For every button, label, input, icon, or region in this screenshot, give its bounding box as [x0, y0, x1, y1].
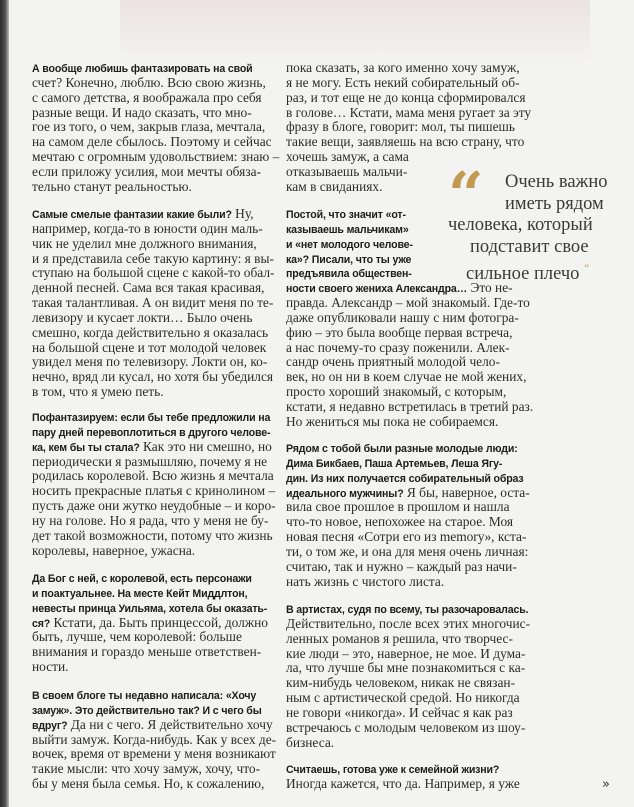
- text-line: [286, 150, 531, 165]
- text-line: [286, 400, 533, 415]
- text-line: [286, 120, 531, 135]
- text-line: [286, 632, 530, 647]
- question-text: Считаешь, готова уже к семейной жизни?: [286, 764, 500, 776]
- answer-text: пока сказать, за кого именно хочу замуж,: [286, 60, 520, 75]
- answer-text: дет такой возможности, потому что жизнь: [32, 527, 273, 543]
- article-paragraph: [32, 207, 275, 400]
- text-line: [32, 440, 276, 455]
- answer-text: на большой сцене и тот молодой человек: [32, 339, 267, 355]
- answer-text: Действительно, после всех этих многочис-: [286, 615, 531, 631]
- pull-quote-line: Очень важно: [505, 172, 608, 192]
- page-binding-edge: [0, 0, 9, 807]
- answer-text: носить прекрасные платья с кринолином –: [32, 483, 276, 499]
- text-line: [32, 76, 279, 91]
- answer-text: Ну,: [231, 206, 254, 221]
- answer-text: выйти замуж. Когда-нибудь. Как у всех де-: [32, 731, 277, 747]
- question-text: идеального мужчины?: [286, 487, 404, 500]
- answer-text: Иногда кажется, что да. Например, я уже: [286, 775, 520, 791]
- text-line: [286, 76, 531, 91]
- answer-text: хочешь замуж, а сама: [286, 149, 409, 165]
- answer-text: даже опубликовали нашу с ним фотогра-: [286, 309, 519, 325]
- answer-text: королевы, наверное, ужасна.: [32, 542, 196, 558]
- text-line: [32, 370, 275, 385]
- answer-text: ла, что лучше бы мне познакомиться с ка-: [286, 660, 526, 676]
- answer-text: гое из того, о чем, закрыв глаза, мечтала,: [32, 119, 266, 135]
- text-line: [32, 630, 268, 645]
- answer-text: вила свое прошлое в прошлом и нашла: [286, 499, 510, 515]
- text-line: [286, 647, 530, 662]
- text-line: [286, 602, 530, 617]
- text-line: [32, 120, 279, 135]
- question-text: пару дней перевоплотиться в другого челове-: [32, 426, 271, 439]
- text-line: [32, 762, 276, 777]
- answer-text: кие люди – это, наверное, не мое. И дума-: [286, 645, 526, 661]
- answer-text: кам в свиданиях.: [286, 178, 383, 194]
- text-line: [32, 529, 276, 544]
- text-line: [32, 586, 268, 601]
- text-line: [286, 61, 531, 76]
- text-line: [286, 456, 530, 471]
- print-show-through: [120, 0, 590, 60]
- answer-text: новая песня «Сотри его из memory», кста-: [286, 529, 527, 545]
- question-text: Рядом с тобой были разные молодые люди:: [286, 443, 518, 455]
- text-line: [286, 500, 530, 515]
- text-line: [286, 721, 530, 736]
- text-line: [32, 355, 275, 370]
- question-text: невесты принца Уильяма, хотела бы оказать-: [32, 602, 268, 615]
- answer-text: Это не-: [467, 280, 513, 296]
- question-text: В артистах, судя по всему, ты разочаровалась.: [286, 604, 529, 616]
- text-line: [286, 545, 530, 560]
- question-text: дин. Из них получается собирательный образ: [286, 472, 524, 485]
- text-line: [286, 370, 533, 385]
- text-line: [286, 777, 520, 792]
- answer-text: Да ни с чего. Я действительно хочу: [67, 716, 273, 732]
- answer-text: пусть даже они жутко неудобные – и коро-: [32, 498, 276, 514]
- answer-text: с самого детства, я воображала про себя: [32, 89, 262, 105]
- article-paragraph: [32, 61, 279, 195]
- text-line: [286, 106, 531, 121]
- question-text: ка»? Писали, что ты уже: [286, 253, 412, 266]
- question-text: казываешь мальчикам»: [286, 223, 409, 236]
- article-paragraph: [286, 762, 520, 792]
- answer-text: Как это ни смешно, но: [139, 438, 272, 454]
- pull-quote-line: иметь рядом: [505, 193, 604, 214]
- text-line: [32, 703, 276, 718]
- answer-text: и я представила себе такую картину: я вы-: [32, 250, 274, 266]
- text-line: [32, 425, 276, 440]
- question-text: замуж». Это действительно так? И с чего бы: [32, 704, 262, 717]
- answer-text: век, но он ни в коем случае не мой жених,: [286, 369, 527, 385]
- text-line: [286, 311, 533, 326]
- article-paragraph: [32, 688, 276, 792]
- text-line: [32, 165, 279, 180]
- answer-text: считаю, так и нужно – каждый раз начи-: [286, 558, 517, 574]
- text-line: [286, 691, 530, 706]
- answer-text: в том, что я умею петь.: [32, 384, 164, 400]
- text-line: [286, 341, 533, 356]
- text-line: [286, 385, 533, 400]
- text-line: [32, 296, 275, 311]
- text-line: [286, 706, 530, 721]
- answer-text: денной песней. Сама вся такая красивая,: [32, 280, 265, 296]
- answer-text: внимания и гораздо меньше ответствен-: [32, 644, 262, 660]
- text-line: [32, 410, 276, 425]
- text-line: [32, 341, 275, 356]
- text-line: [286, 560, 530, 575]
- text-line: [286, 355, 533, 370]
- question-text: А вообще любишь фантазировать на свой: [32, 63, 253, 75]
- answer-text: такие вещи, заявляешь на всю страну, что: [286, 134, 525, 150]
- text-line: [286, 135, 531, 150]
- text-line: [32, 281, 275, 296]
- question-text: Да Бог с ней, с королевой, есть персонажи: [32, 573, 252, 585]
- answer-text: Но жениться мы пока не собираемся.: [286, 413, 499, 429]
- text-line: [32, 645, 268, 660]
- text-line: [32, 660, 268, 675]
- answer-text: раз, и тот еще не до конца сформировался: [286, 89, 526, 105]
- text-line: [32, 499, 276, 514]
- answer-text: ленных романов я решила, что творчес-: [286, 630, 513, 646]
- article-paragraph: [286, 602, 530, 750]
- answer-text: вочек, время от времени у меня возникают: [32, 746, 276, 762]
- answer-text: я не могу. Есть некий собирательный об-: [286, 74, 520, 90]
- answer-text: правда. Александр – мой знакомый. Где-то: [286, 295, 530, 311]
- text-line: [286, 441, 530, 456]
- question-text: ка, кем бы ты стала?: [32, 441, 140, 454]
- text-line: [286, 530, 530, 545]
- text-line: [32, 469, 276, 484]
- text-line: [286, 486, 530, 501]
- question-text: Пофантазируем: если бы тебе предложили на: [32, 412, 271, 424]
- answer-text: быть, лучше, чем королевой: больше: [32, 629, 242, 645]
- text-line: [286, 736, 530, 751]
- answer-text: например, когда-то в юности один маль-: [32, 220, 263, 236]
- answer-text: ну на голове. Но я рада, что у меня не бу-: [32, 512, 269, 528]
- answer-text: встречаюсь с молодым человеком из шоу-: [286, 719, 526, 735]
- answer-text: фию – это была вообще первая встреча,: [286, 324, 513, 340]
- question-text: и поактуальнее. На месте Кейт Миддлтон,: [32, 587, 248, 600]
- answer-text: счет? Конечно, люблю. Всю свою жизнь,: [32, 74, 266, 90]
- answer-text: ным с артистической средой. Но никогда: [286, 690, 520, 706]
- answer-text: на самом деле сбылось. Поэтому и сейчас: [32, 134, 272, 150]
- answer-text: увидел меня по телевизору. Локти он, ко-: [32, 354, 268, 370]
- text-line: [286, 762, 520, 777]
- pull-quote-line: сильное плечо: [466, 264, 580, 285]
- answer-text: не говори «никогда». И сейчас я как раз: [286, 704, 513, 720]
- text-line: [32, 207, 275, 222]
- text-line: [32, 484, 276, 499]
- question-text: предъявила обществен-: [286, 268, 412, 281]
- text-line: [32, 222, 275, 237]
- text-line: [32, 252, 275, 267]
- answer-text: просто хороший знакомый, с которым,: [286, 384, 507, 400]
- answer-text: нечно, вряд ли кусал, но хотя бы убедился: [32, 369, 274, 385]
- answer-text: бизнеса.: [286, 734, 335, 750]
- article-paragraph: [32, 410, 276, 558]
- pull-quote-line: подставит свое: [470, 236, 589, 257]
- article-paragraph: [286, 441, 530, 589]
- answer-text: что-то новое, непохожее на старое. Моя: [286, 514, 514, 530]
- text-line: [32, 571, 268, 586]
- pull-quote: [448, 158, 628, 286]
- text-line: [32, 544, 276, 559]
- answer-text: Я бы, наверное, оста-: [403, 484, 530, 500]
- text-line: [32, 180, 279, 195]
- answer-text: ким-нибудь человеком, никак не связан-: [286, 675, 516, 691]
- text-line: [32, 91, 279, 106]
- pull-quote-line: человека, который: [448, 215, 593, 235]
- answer-text: бы у меня была семья. Но, к сожалению,: [32, 776, 265, 792]
- text-line: [32, 616, 268, 631]
- answer-text: ности.: [32, 659, 69, 675]
- text-line: [32, 514, 276, 529]
- text-line: [32, 601, 268, 616]
- question-text: Самые смелые фантазии какие были?: [32, 209, 232, 221]
- text-line: [32, 135, 279, 150]
- answer-text: нать жизнь с чистого листа.: [286, 573, 445, 589]
- answer-text: смешно, когда действительно я оказалась: [32, 324, 269, 340]
- text-line: [286, 661, 530, 676]
- answer-text: ти, о том же, и она для меня очень личная:: [286, 543, 529, 559]
- text-line: [286, 326, 533, 341]
- text-line: [32, 455, 276, 470]
- text-line: [32, 311, 275, 326]
- answer-text: кстати, я недавно встретилась в третий раз.: [286, 398, 534, 414]
- continue-arrow-icon: »: [602, 777, 610, 792]
- answer-text: фразу в блоге, говорит: мол, ты пишешь: [286, 119, 515, 135]
- answer-text: Кстати, да. Быть принцессой, должно: [50, 614, 268, 630]
- answer-text: отказываешь мальчи-: [286, 163, 408, 179]
- answer-text: такие мысли: что хочу замуж, хочу, что-: [32, 761, 261, 777]
- text-line: [32, 747, 276, 762]
- question-text: и «нет молодого челове-: [286, 238, 413, 251]
- answer-text: а нас почему-то сразу поженили. Алек-: [286, 339, 510, 355]
- text-line: [32, 326, 275, 341]
- question-text: Постой, что значит «от-: [286, 209, 406, 221]
- text-line: [32, 718, 276, 733]
- text-line: [286, 415, 533, 430]
- text-line: [32, 106, 279, 121]
- answer-text: левизору и кусает локти… Было очень: [32, 309, 253, 325]
- answer-text: мечтаю с огромным удовольствием: знаю –: [32, 149, 280, 165]
- open-quote-icon: “: [448, 158, 484, 231]
- question-text: вдруг?: [32, 719, 68, 732]
- text-line: [286, 676, 530, 691]
- answer-text: ступаю на большой сцене с какой-то обал-: [32, 265, 275, 281]
- answer-text: чик не уделил мне должного внимания,: [32, 235, 257, 251]
- answer-text: такая талантливая. А он видит меня по те-: [32, 295, 274, 311]
- text-line: [286, 296, 533, 311]
- question-text: ся?: [32, 617, 51, 630]
- text-line: [32, 777, 276, 792]
- answer-text: в голове… Кстати, мама меня ругает за эту: [286, 104, 532, 120]
- question-text: Дима Бикбаев, Паша Артемьев, Леша Ягу-: [286, 457, 503, 470]
- question-text: В своем блоге ты недавно написала: «Хочу: [32, 690, 257, 702]
- text-line: [286, 617, 530, 632]
- text-line: [32, 266, 275, 281]
- text-line: [286, 575, 530, 590]
- text-line: [32, 688, 276, 703]
- text-line: [286, 471, 530, 486]
- text-line: [32, 733, 276, 748]
- text-line: [32, 150, 279, 165]
- answer-text: тельно станут реальностью.: [32, 178, 192, 194]
- text-line: [32, 237, 275, 252]
- answer-text: разные вещи. И надо сказать, что мно-: [32, 104, 252, 120]
- text-line: [286, 91, 531, 106]
- answer-text: родилась королевой. Всю жизнь я мечтала: [32, 468, 274, 484]
- text-line: [286, 515, 530, 530]
- article-paragraph: [32, 571, 268, 675]
- answer-text: периодически я размышляю, почему я не: [32, 453, 268, 469]
- answer-text: если приложу усилия, мои мечты обяза-: [32, 163, 262, 179]
- close-quote-icon: “: [584, 261, 590, 275]
- answer-text: сандр очень приятный молодой чело-: [286, 354, 500, 370]
- text-line: [32, 61, 279, 76]
- question-text: ности своего жениха Александра…: [286, 283, 468, 296]
- text-line: [32, 385, 275, 400]
